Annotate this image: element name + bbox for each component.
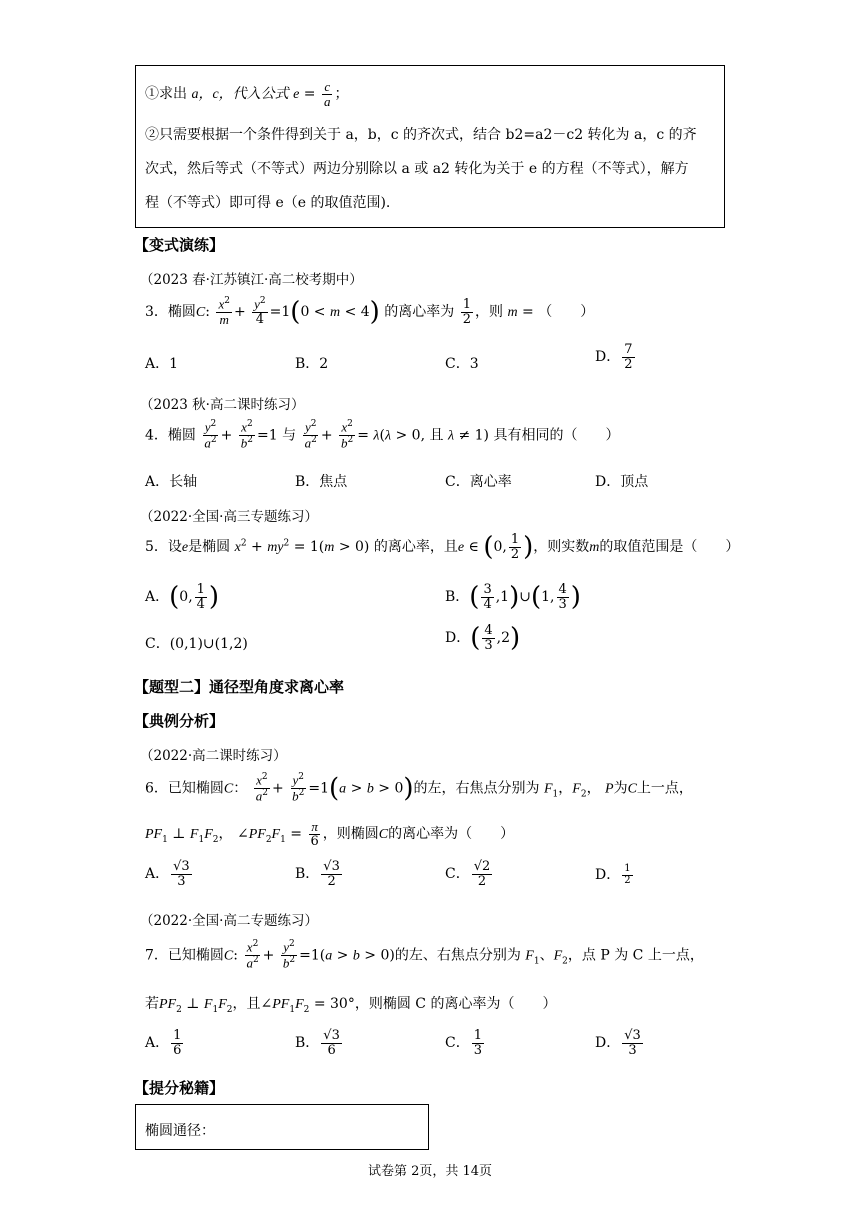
q7-stem-line1: 7．已知椭圆C: $\frac{x^2}{a^2}$ + $\frac{y^2}{b^2}$ =1(a > b > 0)的左、右焦点分别为 $F_1$、$F_2$，点 P 为 C 上一点， (145, 939, 704, 971)
latus-rectum-label: 椭圆通径： (145, 1123, 215, 1139)
q7-option-c[interactable]: C． $\frac{1}{3}$ (445, 1028, 482, 1058)
q3-option-c[interactable]: C．3 (445, 356, 479, 372)
section-heading-example: 【典例分析】 (134, 712, 225, 730)
q7-option-a[interactable]: A． $\frac{1}{6}$ (145, 1028, 182, 1058)
tips-line-1-vars: a，c，代入公式 (191, 87, 289, 103)
q5-source: （2022·全国·高三专题练习） (140, 509, 318, 525)
q5-stem: 5．设e是椭圆 $x^2 + my^2 = 1(m > 0)$ 的离心率，且e ∈ (0, $\frac{1}{2}$ )，则实数m的取值范围是（ ） (145, 531, 740, 562)
q5-option-d[interactable]: D．( $\frac{4}{3}$ ,2) (445, 622, 521, 653)
q6-stem-line1: 6．已知椭圆C： $\frac{x^2}{a^2}$ + $\frac{y^2}{b^2}$ =1(a > b > 0)的左，右焦点分别为 $F_1$，$F_2$， P为C上一点， (145, 772, 693, 804)
q4-option-d[interactable]: D．顶点 (595, 474, 649, 490)
q5-option-a[interactable]: A．(0, $\frac{1}{4}$ ) (145, 581, 220, 612)
tips-line-1: ①求出 a，c，代入公式 e = $\frac{c}{a}$ ； (145, 79, 349, 109)
q4-option-c[interactable]: C．离心率 (445, 474, 512, 490)
section-heading-tips: 【提分秘籍】 (134, 1079, 225, 1097)
page-footer: 试卷第 2页，共 14页 (367, 1164, 493, 1179)
q3-option-b[interactable]: B．2 (295, 356, 329, 372)
q4-option-b[interactable]: B．焦点 (295, 474, 348, 490)
q7-option-b[interactable]: B． $\frac{√3}{6}$ (295, 1028, 340, 1058)
q3-source: （2023 春·江苏镇江·高二校考期中） (140, 272, 363, 288)
q3-option-d[interactable]: D． $\frac{7}{2}$ (595, 342, 633, 372)
q5-option-c[interactable]: C．(0,1)∪(1,2) (145, 636, 248, 652)
q4-stem: 4．椭圆 $\frac{y^2}{a^2}$ + $\frac{x^2}{b^2}$ =1 与 $\frac{y^2}{a^2}$ + $\frac{x^2}{b^2}$ = λ(λ > 0, 且 λ ≠ 1) 具有相同的（ ） (145, 419, 620, 451)
q6-option-b[interactable]: B． $\frac{√3}{2}$ (295, 859, 340, 889)
q6-option-a[interactable]: A． $\frac{√3}{3}$ (145, 859, 190, 889)
q6-option-c[interactable]: C． $\frac{√2}{2}$ (445, 859, 491, 889)
q4-source: （2023 秋·高二课时练习） (140, 397, 305, 413)
tips-line-2: ②只需要根据一个条件得到关于 a，b，c 的齐次式，结合 b2=a2－c2 转化为 a，c 的齐 (145, 127, 697, 143)
q7-stem-line2: 若$PF_2$ ⊥ $F_1F_2$，且$\angle PF_1F_2 = 30^\circ$，则椭圆 C 的离心率为（ ） (145, 996, 557, 1015)
q3-option-a[interactable]: A．1 (145, 356, 179, 372)
q5-option-b[interactable]: B．( $\frac{3}{4}$ ,1)∪(1, $\frac{4}{3}$ ) (445, 581, 581, 612)
q4-option-a[interactable]: A．长轴 (145, 474, 198, 490)
q7-option-d[interactable]: D． $\frac{√3}{3}$ (595, 1028, 641, 1058)
q3-stem: 3．椭圆C: $\frac{x^2}{m}$ + $\frac{y^2}{4}$ =1(0 < m < 4) 的离心率为 $\frac{1}{2}$ ，则 m = （ ） (145, 296, 595, 328)
q7-source: （2022·全国·高二专题练习） (140, 913, 318, 929)
q6-option-d[interactable]: D． $\frac{1}{2}$ (595, 863, 631, 886)
tips-line-3: 次式，然后等式（不等式）两边分别除以 a 或 a2 转化为关于 e 的方程（不等式），解方 (145, 161, 689, 177)
tips-line-4: 程（不等式）即可得 e（e 的取值范围). (145, 195, 391, 211)
q6-stem-line2: $PF_1$ ⊥ $F_1F_2$， $\angle PF_2F_1$ = $\frac{\pi}{6}$ ，则椭圆C的离心率为（ ） (145, 819, 515, 849)
section-heading-variation: 【变式演练】 (134, 236, 225, 254)
section-heading-type2: 【题型二】通径型角度求离心率 (134, 678, 345, 696)
q6-source: （2022·高二课时练习） (140, 748, 287, 764)
